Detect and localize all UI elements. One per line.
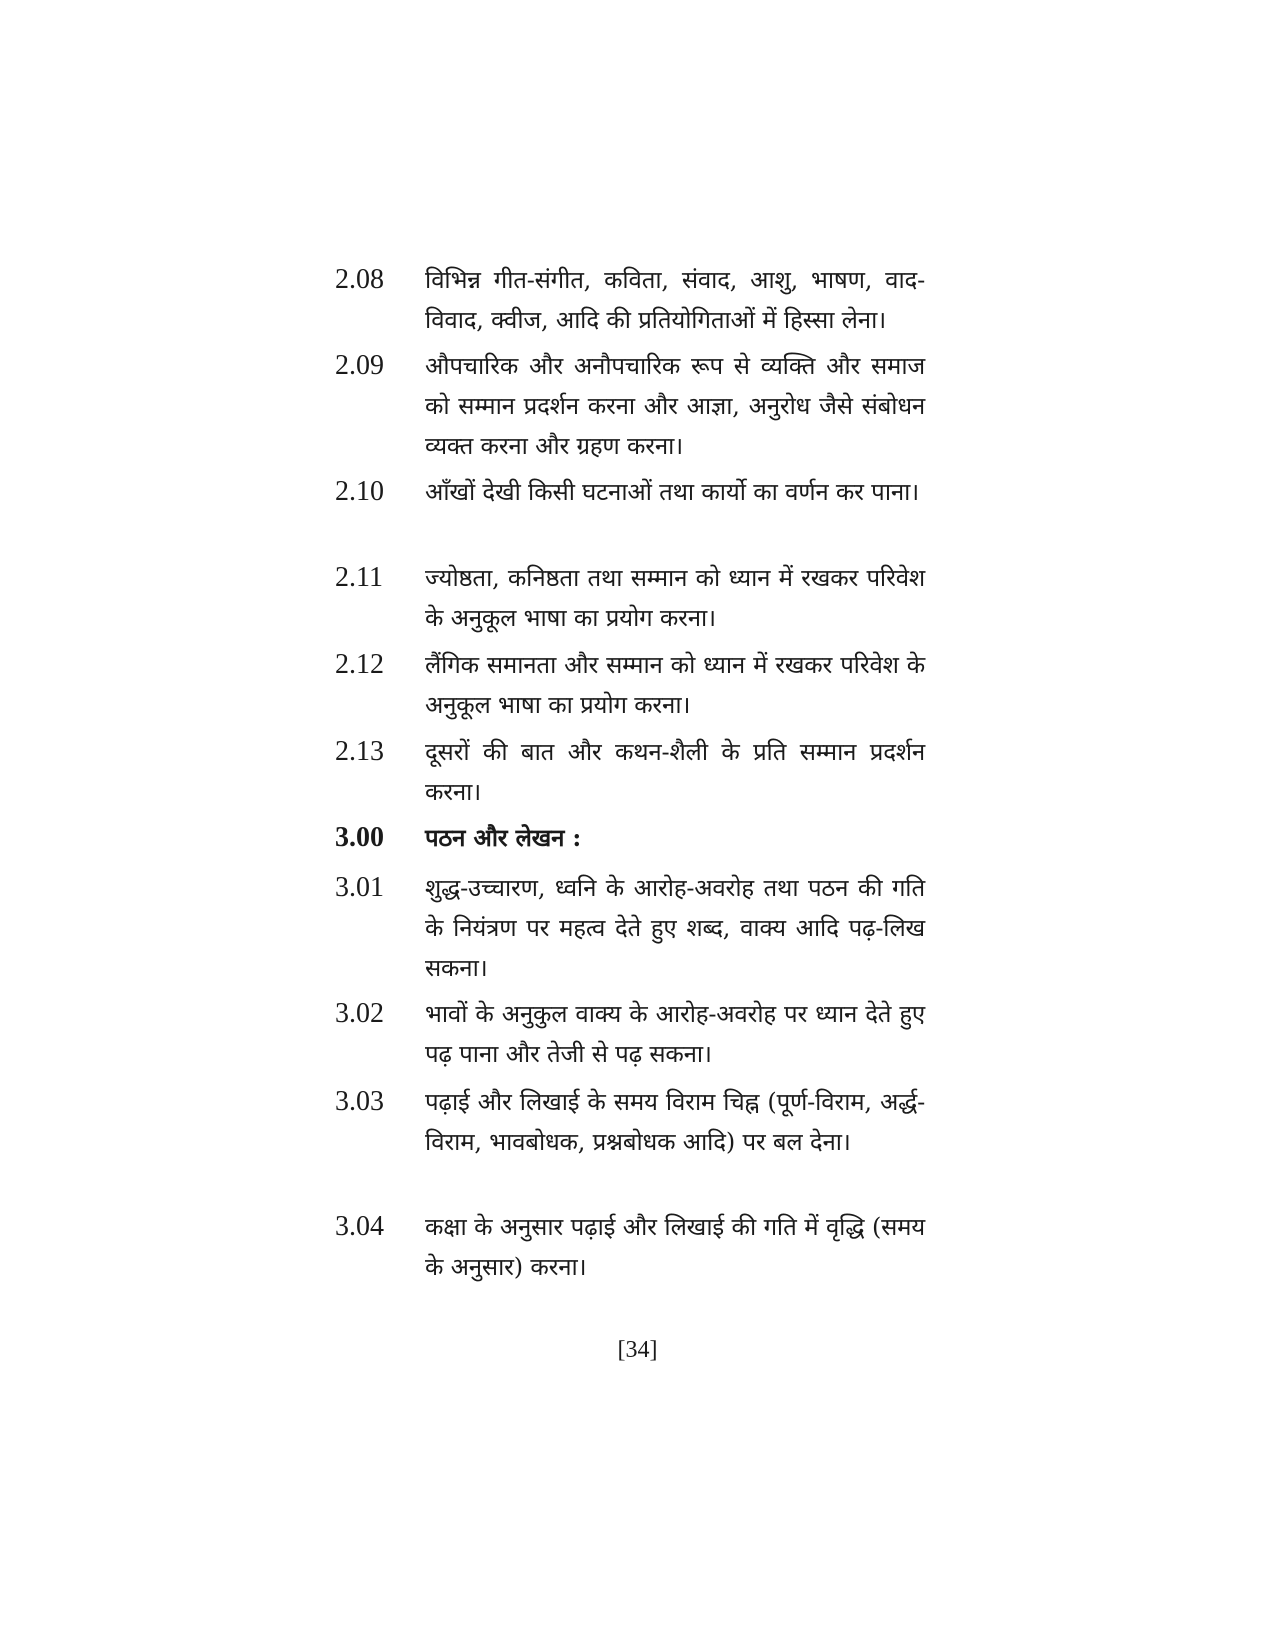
item-text: लैंगिक समानता और सम्मान को ध्यान में रखकर परिवेश के अनुकूल भाषा का प्रयोग करना। xyxy=(425,651,925,719)
item-number: 2.10 xyxy=(335,476,384,507)
item-text: ज्योष्ठता, कनिष्ठता तथा सम्मान को ध्यान में रखकर परिवेश के अनुकूल भाषा का प्रयोग करना। xyxy=(425,564,925,632)
item-number: 2.13 xyxy=(335,736,384,767)
item-text: कक्षा के अनुसार पढ़ाई और लिखाई की गति में वृद्धि (समय के अनुसार) करना। xyxy=(425,1213,925,1281)
item-text: विभिन्न गीत-संगीत, कविता, संवाद, आशु, भाषण, वाद-विवाद, क्वीज, आदि की प्रतियोगिताओं में हिस्सा लेना। xyxy=(425,266,925,334)
item-text: औपचारिक और अनौपचारिक रूप से व्यक्ति और समाज को सम्मान प्रदर्शन करना और आज्ञा, अनुरोध जैसे संबोधन व्यक्त करना और ग्रहण करना। xyxy=(425,352,925,460)
section-title: पठन और लेखन : xyxy=(425,823,582,852)
item-text: आँखों देखी किसी घटनाओं तथा कार्यो का वर्णन कर पाना। xyxy=(425,478,920,506)
item-number: 2.09 xyxy=(335,350,384,381)
item-number: 3.04 xyxy=(335,1211,384,1242)
item-number: 3.02 xyxy=(335,998,384,1029)
item-number: 3.03 xyxy=(335,1086,384,1117)
item-number: 2.11 xyxy=(335,562,383,593)
item-number: 2.12 xyxy=(335,649,384,680)
item-text: दूसरों की बात और कथन-शैली के प्रति सम्मान प्रदर्शन करना। xyxy=(425,738,925,806)
item-number: 2.08 xyxy=(335,264,384,295)
item-text: भावों के अनुकुल वाक्य के आरोह-अवरोह पर ध्यान देते हुए पढ़ पाना और तेजी से पढ़ सकना। xyxy=(425,1000,925,1068)
section-number: 3.00 xyxy=(335,822,384,853)
item-text: पढ़ाई और लिखाई के समय विराम चिह्न (पूर्ण-विराम, अर्द्ध-विराम, भावबोधक, प्रश्नबोधक आदि) पर बल देना। xyxy=(425,1088,925,1156)
item-text: शुद्ध-उच्चारण, ध्वनि के आरोह-अवरोह तथा पठन की गति के नियंत्रण पर महत्व देते हुए शब्द, वाक्य आदि पढ़-लिख सकना। xyxy=(425,874,925,982)
item-number: 3.01 xyxy=(335,872,384,903)
page-number: [34] xyxy=(617,1337,658,1363)
